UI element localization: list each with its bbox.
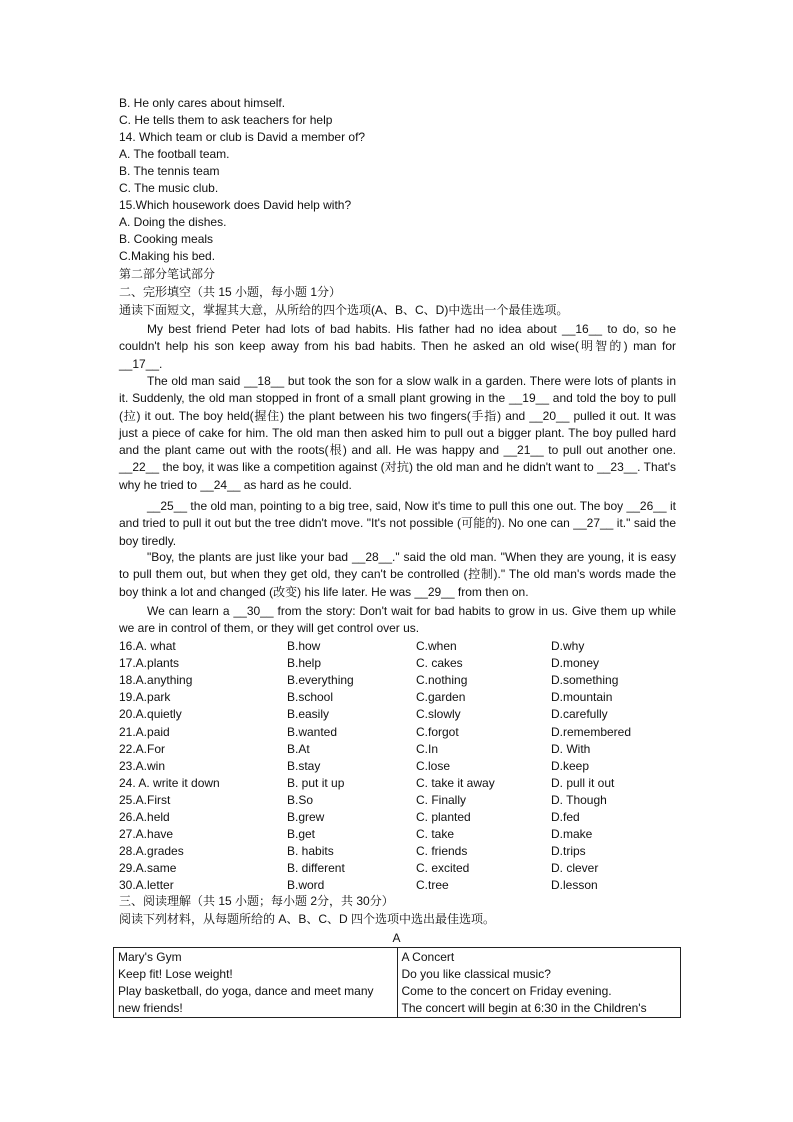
- listening-line: B. He only cares about himself.: [119, 96, 286, 110]
- listening-line: A. The football team.: [119, 147, 230, 161]
- option-b: B.So: [287, 792, 314, 807]
- option-b: B.wanted: [287, 724, 338, 739]
- gym-ad-cell: [114, 948, 398, 1018]
- listening-line: B. Cooking meals: [119, 232, 214, 246]
- concert-ad-line: Come to the concert on Friday evening.: [401, 984, 612, 998]
- option-c: C. take it away: [416, 775, 495, 790]
- option-a: 25.A.First: [119, 792, 171, 807]
- option-d: D.why: [551, 639, 585, 653]
- option-c: C.tree: [416, 878, 449, 893]
- option-a: 30.A.letter: [119, 878, 174, 893]
- cloze-instruction: 通读下面短文，掌握其大意，从所给的四个选项(A、B、C、D)中选出一个最佳选项。: [119, 303, 569, 317]
- option-a: 28.A.grades: [119, 844, 184, 859]
- gym-ad-line: Mary's Gym: [118, 950, 182, 964]
- option-a: 16.A. what: [119, 639, 176, 653]
- cloze-paragraph: __25__ the old man, pointing to a big tree, said, Now it's time to pull this one out. The boy __26__ it and tried to pull it out but the tree didn't move. "It's not possible (可能的). No one can __27__ it." said the boy tiredly.: [119, 499, 676, 548]
- option-d: D.remembered: [551, 724, 632, 739]
- option-c: C. Finally: [416, 792, 467, 807]
- section-label: A: [392, 931, 401, 945]
- cloze-heading: 二、完形填空（共 15 小题，每小题 1分）: [119, 285, 342, 299]
- option-c: C. excited: [416, 861, 470, 876]
- option-b: B.word: [287, 878, 325, 893]
- option-b: B.get: [287, 827, 316, 842]
- option-d: D. pull it out: [551, 775, 615, 790]
- option-a: 20.A.quietly: [119, 707, 182, 722]
- option-d: D.carefully: [551, 707, 608, 722]
- option-d: D.trips: [551, 844, 586, 859]
- reading-material-table: [113, 947, 681, 1018]
- option-b: B.how: [287, 639, 321, 653]
- option-a: 29.A.same: [119, 861, 177, 876]
- gym-ad-line: Keep fit! Lose weight!: [118, 967, 233, 981]
- option-a: 18.A.anything: [119, 673, 193, 688]
- option-c: C. planted: [416, 810, 471, 824]
- option-a: 21.A.paid: [119, 724, 170, 739]
- option-d: D. clever: [551, 861, 599, 876]
- option-c: C.nothing: [416, 673, 468, 688]
- option-b: B. different: [287, 861, 345, 876]
- concert-ad-line: Do you like classical music?: [401, 967, 551, 981]
- listening-line: 14. Which team or club is David a member of?: [119, 130, 366, 144]
- option-a: 22.A.For: [119, 741, 166, 756]
- option-c: C.when: [416, 639, 457, 653]
- option-d: D. Though: [551, 792, 607, 807]
- option-d: D.fed: [551, 810, 580, 824]
- concert-ad-cell: [397, 948, 681, 1018]
- option-b: B.grew: [287, 810, 325, 824]
- listening-line: A. Doing the dishes.: [119, 215, 227, 229]
- reading-instruction: 阅读下列材料，从每题所给的 A、B、C、D 四个选项中选出最佳选项。: [119, 912, 496, 926]
- option-d: D.lesson: [551, 878, 598, 893]
- reading-heading: 三、阅读理解（共 15 小题；每小题 2分，共 30分）: [119, 894, 394, 908]
- option-c: C.garden: [416, 690, 466, 705]
- concert-ad-line: A Concert: [401, 950, 455, 964]
- option-a: 23.A.win: [119, 758, 166, 773]
- option-a: 17.A.plants: [119, 656, 180, 671]
- option-c: C. friends: [416, 844, 468, 859]
- listening-line: B. The tennis team: [119, 164, 220, 178]
- option-b: B.easily: [287, 707, 330, 722]
- option-b: B.At: [287, 741, 310, 756]
- gym-ad-line: new friends!: [118, 1001, 183, 1015]
- option-c: C.lose: [416, 758, 451, 773]
- listening-line: C. He tells them to ask teachers for help: [119, 113, 333, 127]
- option-b: B. put it up: [287, 775, 345, 790]
- option-d: D.money: [551, 656, 600, 671]
- cloze-paragraph: We can learn a __30__ from the story: Don't wait for bad habits to grow in us. Give them up while we are in control of them, or they will get control over us.: [119, 604, 676, 636]
- concert-ad-line: The concert will begin at 6:30 in the Children's: [401, 1001, 647, 1015]
- cloze-paragraph: "Boy, the plants are just like your bad __28__." said the old man. "When they are young, it is easy to pull them out, but when they get old, they can't be controlled (控制)." The old man's words made the boy think a lot and changed (改变) his life later. He was __29__ from then on.: [119, 550, 676, 599]
- option-a: 24. A. write it down: [119, 775, 220, 790]
- listening-line: 15.Which housework does David help with?: [119, 198, 352, 212]
- listening-line: C.Making his bed.: [119, 249, 216, 263]
- option-d: D. With: [551, 741, 591, 756]
- option-c: C.In: [416, 741, 439, 756]
- option-b: B.stay: [287, 758, 321, 773]
- option-d: D.keep: [551, 758, 590, 773]
- option-b: B.help: [287, 656, 322, 671]
- option-a: 27.A.have: [119, 827, 174, 842]
- gym-ad-line: Play basketball, do yoga, dance and meet many: [118, 984, 374, 998]
- option-c: C. cakes: [416, 656, 463, 671]
- option-c: C. take: [416, 827, 455, 842]
- listening-line: C. The music club.: [119, 181, 219, 195]
- option-b: B. habits: [287, 844, 334, 859]
- cloze-paragraph: My best friend Peter had lots of bad habits. His father had no idea about __16__ to do, so he couldn't help his son keep away from his bad habits. Then he asked an old wise(明智的) man for __17__.: [119, 322, 676, 371]
- cloze-paragraph: The old man said __18__ but took the son for a slow walk in a garden. There were lots of plants in it. Suddenly, the old man stopped in front of a small plant growing in the __19__ and told the boy to pull (拉) it out. The boy held(握住) the plant between his two fingers(手指) and __20__ pulled it out. It was just a piece of cake for him. The old man then asked him to pull out a bigger plant. The boy pulled hard and the plant came out with the roots(根) and all. He was happy and __21__ to pull out another one. __22__ the boy, it was like a competition against (对抗) the old man and he didn't want to __23__. That's why he tried to __24__ as hard as he could.: [119, 374, 676, 492]
- option-a: 26.A.held: [119, 810, 170, 824]
- part2-title: 第二部分笔试部分: [119, 267, 216, 281]
- option-a: 19.A.park: [119, 690, 171, 705]
- option-d: D.something: [551, 673, 619, 688]
- option-b: B.everything: [287, 673, 354, 688]
- option-c: C.forgot: [416, 724, 459, 739]
- option-b: B.school: [287, 690, 334, 705]
- option-c: C.slowly: [416, 707, 461, 722]
- option-d: D.make: [551, 827, 593, 842]
- option-d: D.mountain: [551, 690, 613, 705]
